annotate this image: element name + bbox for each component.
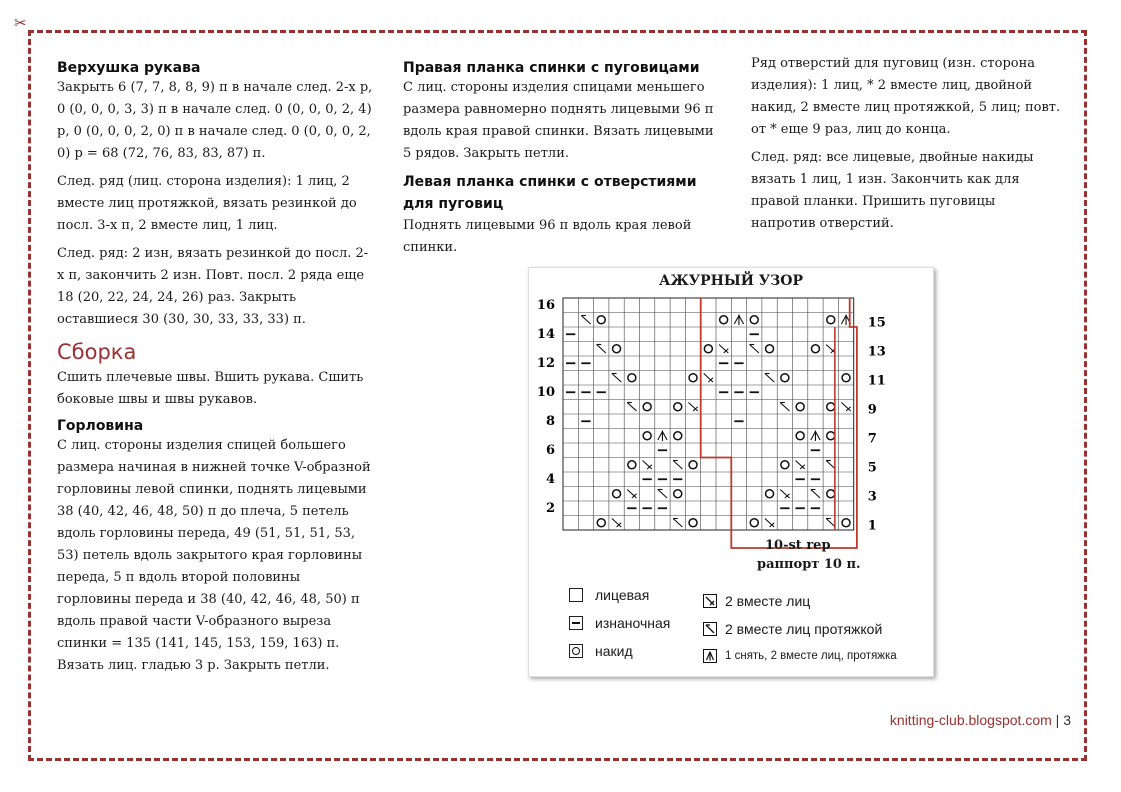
- chart-row-label-left: 12: [536, 355, 555, 371]
- right-band-title: Правая планка спинки с пуговицами: [403, 60, 700, 76]
- legend-yo: [569, 643, 633, 659]
- chart-row-label-left: 8: [545, 413, 555, 429]
- column-right: [751, 53, 1063, 241]
- legend-knit-label: лицевая: [595, 587, 650, 603]
- lace-pattern-chart: [528, 267, 934, 677]
- chart-row-label-right: 7: [867, 431, 877, 447]
- chart-row-label-right: 13: [867, 344, 886, 360]
- legend-knit: [569, 587, 649, 603]
- chart-row-label-right: 1: [867, 518, 877, 534]
- repeat-label-en: 10-st rep: [765, 538, 831, 553]
- chart-row-label-left: 14: [536, 326, 555, 342]
- sleeve-cap-title: Верхушка рукава: [57, 60, 201, 76]
- chart-row-label-left: 10: [536, 384, 555, 400]
- next-row-paragraph: След. ряд: все лицевые, двойные накиды вязать 1 лиц, 1 изн. Закончить как для правой планки. Пришить пуговицы напротив отверстий.: [751, 150, 1034, 231]
- legend-purl-label: изнаночная: [595, 615, 671, 631]
- column-middle: [403, 59, 725, 265]
- sleeve-cap-paragraph-2: След. ряд (лиц. сторона изделия): 1 лиц, 2 вместе лиц протяжкой, вязать резинкой до посл. 3-х п, 2 вместе лиц, 1 лиц.: [57, 174, 357, 233]
- neckline-title: Горловина: [57, 418, 144, 434]
- sk2p-symbol-icon: [703, 649, 717, 663]
- chart-grid: [529, 268, 933, 568]
- site-link[interactable]: knitting-club.blogspot.com: [889, 712, 1052, 728]
- k2tog-symbol-icon: [703, 594, 717, 608]
- neckline-paragraph: С лиц. стороны изделия спицей большего размера начиная в нижней точке V-образной горловины левой спинки, поднять лицевыми 38 (40, 42, 46, 48, 50) п до плеча, 5 петель вдоль горловины переда, 49 (51, 51, 51, 53, 53) петель вдоль закрытого края горловины переда, 5 п вдоль второй половины горловины переда и 38 (40, 42, 46, 48, 50) п вдоль правой части V-образного выреза спинки = 135 (141, 145, 153, 159, 163) п. Вязать лиц. гладью 3 р. Закрыть петли.: [57, 438, 371, 673]
- sleeve-cap-paragraph-1: Закрыть 6 (7, 7, 8, 8, 9) п в начале след. 2-х р, 0 (0, 0, 0, 3, 3) п в начале след. 0 (0, 0, 0, 2, 4) р, 0 (0, 0, 0, 2, 0) п в начале след. 0 (0, 0, 0, 2, 0) р = 68 (72, 76, 83, 83, 87) п.: [57, 80, 373, 161]
- assembly-title: Сборка: [57, 340, 137, 364]
- repeat-label-ru: раппорт 10 п.: [757, 557, 861, 572]
- chart-row-label-right: 3: [867, 489, 877, 505]
- page-footer: knitting-club.blogspot.com | 3: [889, 712, 1071, 728]
- legend-k2tog-label: 2 вместе лиц: [725, 593, 811, 609]
- left-band-title: Левая планка спинки с отверстиями для пуговиц: [403, 174, 697, 212]
- scissors-icon: ✂: [14, 14, 27, 32]
- ssk-symbol-icon: [703, 622, 717, 636]
- column-left: [57, 59, 373, 683]
- assembly-paragraph: Сшить плечевые швы. Вшить рукава. Сшить боковые швы и швы рукавов.: [57, 370, 364, 407]
- chart-row-label-left: 6: [545, 442, 555, 458]
- page-number: 3: [1063, 712, 1071, 728]
- chart-title: АЖУРНЫЙ УЗОР: [659, 273, 803, 289]
- left-band-paragraph: Поднять лицевыми 96 п вдоль края левой спинки.: [403, 218, 692, 255]
- chart-row-label-left: 4: [545, 471, 555, 487]
- legend-sk2p-label: 1 снять, 2 вместе лиц, протяжка: [725, 650, 897, 662]
- purl-symbol-icon: [569, 616, 583, 630]
- sleeve-cap-paragraph-3: След. ряд: 2 изн, вязать резинкой до посл. 2-х п, закончить 2 изн. Повт. посл. 2 ряда еще 18 (20, 22, 24, 24, 26) раз. Закрыть оставшиеся 30 (30, 30, 33, 33, 33) п.: [57, 246, 369, 327]
- chart-row-label-left: 16: [536, 297, 555, 313]
- buttonhole-row-paragraph: Ряд отверстий для пуговиц (изн. сторона изделия): 1 лиц, * 2 вместе лиц, двойной накид, 2 вместе лиц протяжкой, 5 лиц; повт. от * еще 9 раз, лиц до конца.: [751, 56, 1061, 137]
- chart-row-label-right: 11: [867, 373, 886, 389]
- chart-row-label-right: 9: [867, 402, 877, 418]
- legend-purl: [569, 615, 670, 631]
- knit-symbol-icon: [569, 588, 583, 602]
- legend-yo-label: накид: [595, 643, 633, 659]
- legend-sk2p: [703, 649, 897, 663]
- chart-row-label-right: 15: [867, 315, 886, 331]
- chart-row-label-right: 5: [867, 460, 877, 476]
- legend-ssk: [703, 621, 882, 637]
- chart-row-label-left: 2: [545, 500, 555, 516]
- legend-ssk-label: 2 вместе лиц протяжкой: [725, 621, 883, 637]
- yarn-over-symbol-icon: [569, 644, 583, 658]
- legend-k2tog: [703, 593, 810, 609]
- right-band-paragraph: С лиц. стороны изделия спицами меньшего размера равномерно поднять лицевыми 96 п вдоль края правой спинки. Вязать лицевыми 5 рядов. Закрыть петли.: [403, 80, 714, 161]
